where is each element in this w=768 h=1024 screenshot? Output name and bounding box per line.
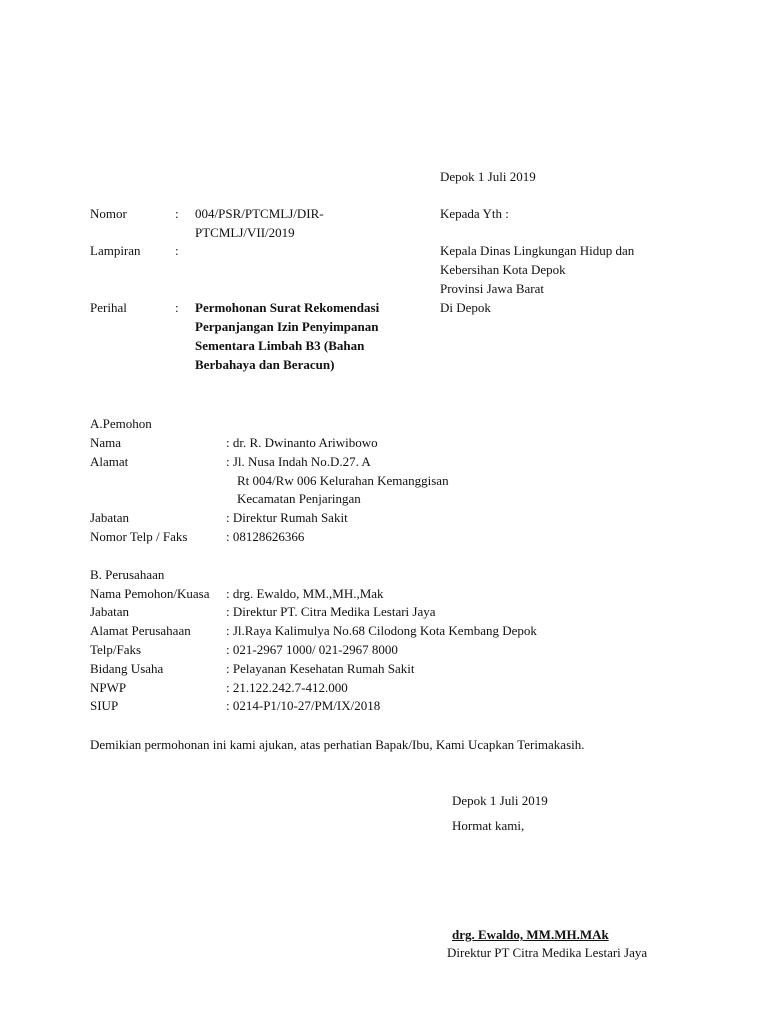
alamat-value-line1: : Jl. Nusa Indah No.D.27. A	[226, 454, 371, 469]
jabatan-value: : Direktur Rumah Sakit	[226, 510, 348, 525]
company-row-value: : Jl.Raya Kalimulya No.68 Cilodong Kota Kembang Depok	[226, 623, 537, 638]
section-a-title: A.Pemohon	[90, 416, 152, 431]
lampiran-colon: :	[175, 243, 179, 258]
company-row-label: Bidang Usaha	[90, 661, 164, 676]
recipient-line: Di Depok	[440, 300, 491, 315]
recipient-line: Kebersihan Kota Depok	[440, 262, 566, 277]
nomor-value-line1: 004/PSR/PTCMLJ/DIR-	[195, 206, 324, 221]
header-place-date: Depok 1 Juli 2019	[440, 169, 536, 184]
telp-label: Nomor Telp / Faks	[90, 529, 188, 544]
recipient-greeting: Kepada Yth :	[440, 206, 509, 221]
company-row-label: Jabatan	[90, 604, 129, 619]
company-row-label: Nama Pemohon/Kuasa	[90, 586, 210, 601]
closing-place-date: Depok 1 Juli 2019	[452, 793, 548, 808]
perihal-colon: :	[175, 300, 179, 315]
company-row-value: : 21.122.242.7-412.000	[226, 680, 348, 695]
nama-label: Nama	[90, 435, 122, 450]
alamat-label: Alamat	[90, 454, 129, 469]
company-row-label: Telp/Faks	[90, 642, 142, 657]
perihal-line: Berbahaya dan Beracun)	[195, 357, 335, 372]
section-b-title: B. Perusahaan	[90, 567, 165, 582]
signer-name: drg. Ewaldo, MM.MH.MAk	[452, 927, 609, 942]
perihal-line: Perpanjangan Izin Penyimpanan	[195, 319, 379, 334]
company-row-label: SIUP	[90, 698, 119, 713]
company-row-value: : Direktur PT. Citra Medika Lestari Jaya	[226, 604, 436, 619]
nama-value: : dr. R. Dwinanto Ariwibowo	[226, 435, 378, 450]
company-row-label: NPWP	[90, 680, 127, 695]
company-row-value: : 021-2967 1000/ 021-2967 8000	[226, 642, 398, 657]
telp-value: : 08128626366	[226, 529, 305, 544]
perihal-line: Sementara Limbah B3 (Bahan	[195, 338, 365, 353]
jabatan-label: Jabatan	[90, 510, 129, 525]
company-row-value: : 0214-P1/10-27/PM/IX/2018	[226, 698, 381, 713]
alamat-value-line3: Kecamatan Penjaringan	[237, 491, 361, 506]
recipient-line: Kepala Dinas Lingkungan Hidup dan	[440, 243, 635, 258]
company-row-value: : Pelayanan Kesehatan Rumah Sakit	[226, 661, 415, 676]
nomor-colon: :	[175, 206, 179, 221]
recipient-line: Provinsi Jawa Barat	[440, 281, 544, 296]
alamat-value-line2: Rt 004/Rw 006 Kelurahan Kemanggisan	[237, 473, 449, 488]
nomor-value-line2: PTCMLJ/VII/2019	[195, 225, 295, 240]
company-row-value: : drg. Ewaldo, MM.,MH.,Mak	[226, 586, 384, 601]
signer-title: Direktur PT Citra Medika Lestari Jaya	[447, 945, 648, 960]
perihal-label: Perihal	[90, 300, 127, 315]
lampiran-label: Lampiran	[90, 243, 141, 258]
company-row-label: Alamat Perusahaan	[90, 623, 191, 638]
nomor-label: Nomor	[90, 206, 127, 221]
closing-statement: Demikian permohonan ini kami ajukan, atas perhatian Bapak/Ibu, Kami Ucapkan Terimakasih.	[90, 737, 585, 752]
closing-regards: Hormat kami,	[452, 818, 525, 833]
perihal-line: Permohonan Surat Rekomendasi	[195, 300, 380, 315]
